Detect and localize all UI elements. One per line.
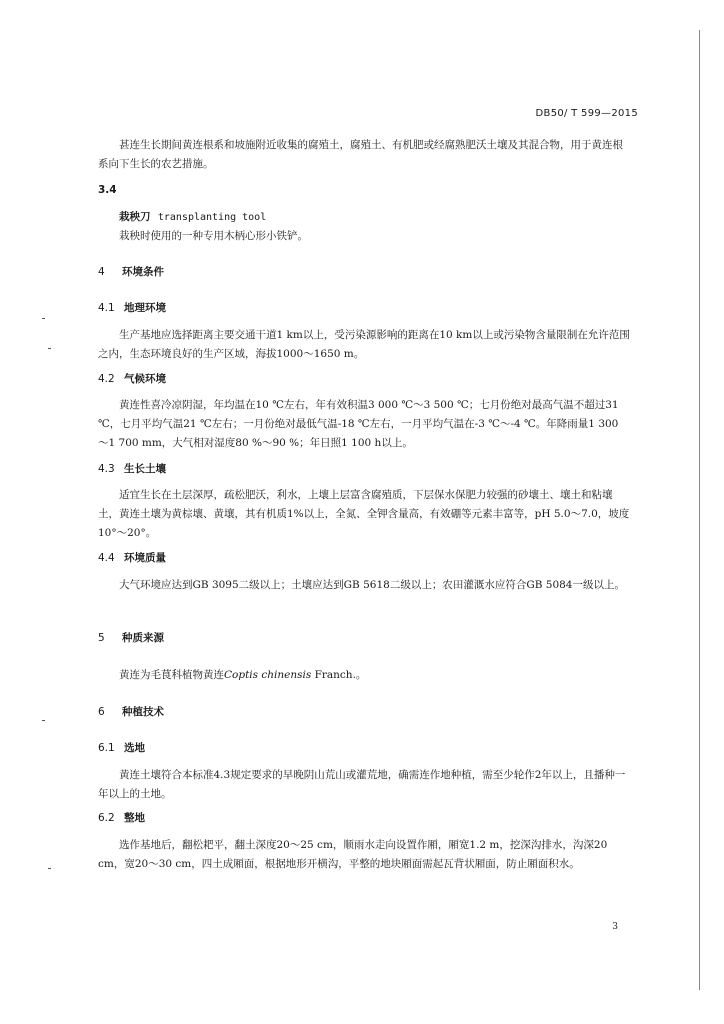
section-title: 环境条件 — [122, 266, 164, 278]
section-number: 4.1 — [98, 302, 115, 314]
section-3-4-number — [98, 184, 117, 196]
section-number: 4 — [98, 266, 105, 278]
document-header-id: DB50/ T 599—2015 — [535, 108, 638, 119]
latin-species-name: Coptis chinensis — [224, 669, 312, 681]
scan-mark — [48, 868, 51, 869]
section-4-1-heading — [98, 300, 166, 315]
section-6-2-heading — [98, 810, 145, 825]
scan-mark — [48, 348, 51, 349]
section-title: 种植技术 — [122, 706, 164, 718]
scan-edge-line — [699, 30, 700, 990]
page-number: 3 — [612, 922, 618, 932]
section-4-2-text: 黄连性喜冷凉阴湿，年均温在10 ℃左右，年有效积温3 000 ℃～3 500 ℃；七月份绝对最高气温不超过31 ℃，七月平均气温21 ℃左右；一月份绝对最低气温-18 ℃左右，一月平均气温在-3 ℃～-4 ℃。年降雨量1 300 ～1 700 mm，大气相对湿度80 %～90 %；年日照1 100 h以上。 — [98, 399, 619, 449]
section-4-4-text: 大气环境应达到GB 3095二级以上；土壤应达到GB 5618二级以上；农田灌溉水应符合GB 5084一级以上。 — [119, 579, 625, 591]
section-number: 6.2 — [98, 812, 115, 824]
section-4-2-heading — [98, 371, 166, 386]
term-chinese: 栽秧刀 — [119, 211, 151, 223]
section-number: 4.3 — [98, 463, 115, 475]
section-4-1-text: 生产基地应选择距离主要交通干道1 km以上，受污染源影响的距离在10 km以上或污染物含量限制在允许范围之内，生态环境良好的生产区域，海拔1000～1650 m。 — [98, 329, 630, 360]
section-number: 4.4 — [98, 552, 115, 564]
section-title: 种质来源 — [122, 632, 164, 644]
section-number: 3.4 — [98, 184, 117, 196]
section-6-2-text: 选作基地后，翻松耙平，翻土深度20～25 cm，顺雨水走向设置作厢，厢宽1.2 m，挖深沟排水，沟深20 cm，宽20～30 cm，四土成厢面，根据地形开横沟，平整的地块厢面需起瓦背状厢面，防止厢面积水。 — [98, 839, 608, 870]
scan-mark — [42, 720, 45, 721]
section-title: 整地 — [124, 812, 145, 824]
section-4-4-heading — [98, 550, 166, 565]
section-number: 6.1 — [98, 742, 115, 754]
section-title: 气候环境 — [124, 373, 166, 385]
section-number: 6 — [98, 706, 105, 718]
section-6-heading — [98, 704, 164, 719]
section-title: 地理环境 — [124, 302, 166, 314]
section-5-heading — [98, 630, 164, 645]
section-6-1-heading — [98, 740, 145, 755]
section-4-heading — [98, 264, 164, 279]
section-number: 5 — [98, 632, 105, 644]
section-number: 4.2 — [98, 373, 115, 385]
term-definition: 栽秧时使用的一种专用木柄心形小铁铲。 — [119, 230, 308, 242]
section-5-text-after: Franch.。 — [311, 669, 367, 681]
section-title: 生长土壤 — [124, 463, 166, 475]
section-5-text-before: 黄连为毛茛科植物黄连 — [119, 669, 224, 681]
section-6-1-text: 黄连土壤符合本标准4.3规定要求的早晚阴山荒山或灌荒地，确需连作地种植，需至少轮作2年以上，且播种一年以上的土地。 — [98, 769, 626, 800]
term-english: transplanting tool — [157, 212, 267, 223]
scan-mark — [42, 318, 45, 319]
section-5-text — [98, 666, 632, 685]
intro-paragraph: 甚连生长期间黄连根系和坡施附近收集的腐殖土，腐殖土、有机肥或经腐熟肥沃土壤及其混合物，用于黄连根系向下生长的农艺措施。 — [98, 139, 623, 170]
section-title: 环境质量 — [124, 552, 166, 564]
section-title: 选地 — [124, 742, 145, 754]
term-heading — [119, 208, 266, 227]
section-4-3-text: 适宜生长在土层深厚，疏松肥沃，利水，上壤上层富含腐殖质，下层保水保肥力较强的砂壤土、壤土和粘壤土，黄连土壤为黄棕壤、黄壤，其有机质1%以上，全氮、全钾含量高，有效硼等元素丰富等，pH 5.0～7.0，坡度10°～20°。 — [98, 489, 630, 539]
section-4-3-heading — [98, 461, 166, 476]
